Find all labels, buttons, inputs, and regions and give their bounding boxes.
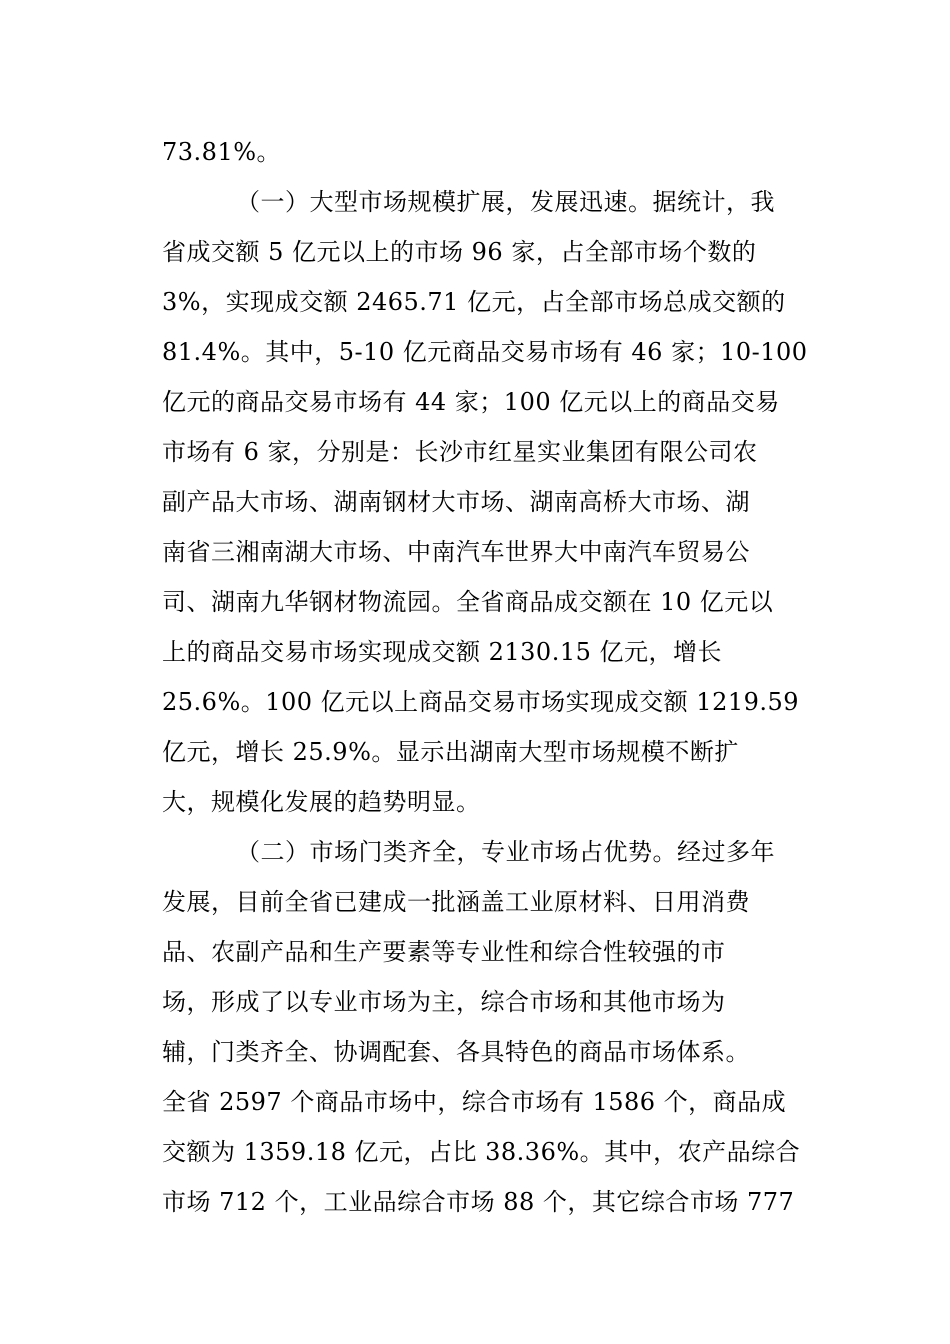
text-line: 亿元的商品交易市场有 44 家；100 亿元以上的商品交易 (162, 388, 780, 416)
text-line: 南省三湘南湖大市场、中南汽车世界大中南汽车贸易公 (162, 538, 750, 566)
text-line: 副产品大市场、湖南钢材大市场、湖南高桥大市场、湖 (162, 488, 750, 516)
text-line: 市场有 6 家，分别是：长沙市红星实业集团有限公司农 (162, 438, 758, 466)
text-line: 发展，目前全省已建成一批涵盖工业原材料、日用消费 (162, 888, 750, 916)
text-line: 品、农副产品和生产要素等专业性和综合性较强的市 (162, 938, 726, 966)
text-line: 场，形成了以专业市场为主，综合市场和其他市场为 (162, 988, 726, 1016)
text-line: 3%，实现成交额 2465.71 亿元，占全部市场总成交额的 (162, 288, 786, 316)
text-line: 大，规模化发展的趋势明显。 (162, 788, 481, 816)
text-line: 交额为 1359.18 亿元，占比 38.36%。其中，农产品综合 (162, 1138, 801, 1166)
section-heading-line: （一）大型市场规模扩展，发展迅速。据统计，我 (236, 188, 775, 216)
text-line: 亿元，增长 25.9%。显示出湖南大型市场规模不断扩 (162, 738, 739, 766)
text-line: 25.6%。100 亿元以上商品交易市场实现成交额 1219.59 (162, 688, 800, 716)
section-heading-line: （二）市场门类齐全，专业市场占优势。经过多年 (236, 838, 775, 866)
text-line: 省成交额 5 亿元以上的市场 96 家，占全部市场个数的 (162, 238, 757, 266)
text-line: 73.81%。 (162, 138, 282, 166)
text-line: 辅，门类齐全、协调配套、各具特色的商品市场体系。 (162, 1038, 750, 1066)
text-line: 81.4%。其中，5-10 亿元商品交易市场有 46 家；10-100 (162, 338, 808, 366)
text-line: 司、湖南九华钢材物流园。全省商品成交额在 10 亿元以 (162, 588, 774, 616)
text-line: 上的商品交易市场实现成交额 2130.15 亿元，增长 (162, 638, 723, 666)
text-line: 市场 712 个，工业品综合市场 88 个，其它综合市场 777 (162, 1188, 795, 1216)
text-line: 全省 2597 个商品市场中，综合市场有 1586 个，商品成 (162, 1088, 787, 1116)
